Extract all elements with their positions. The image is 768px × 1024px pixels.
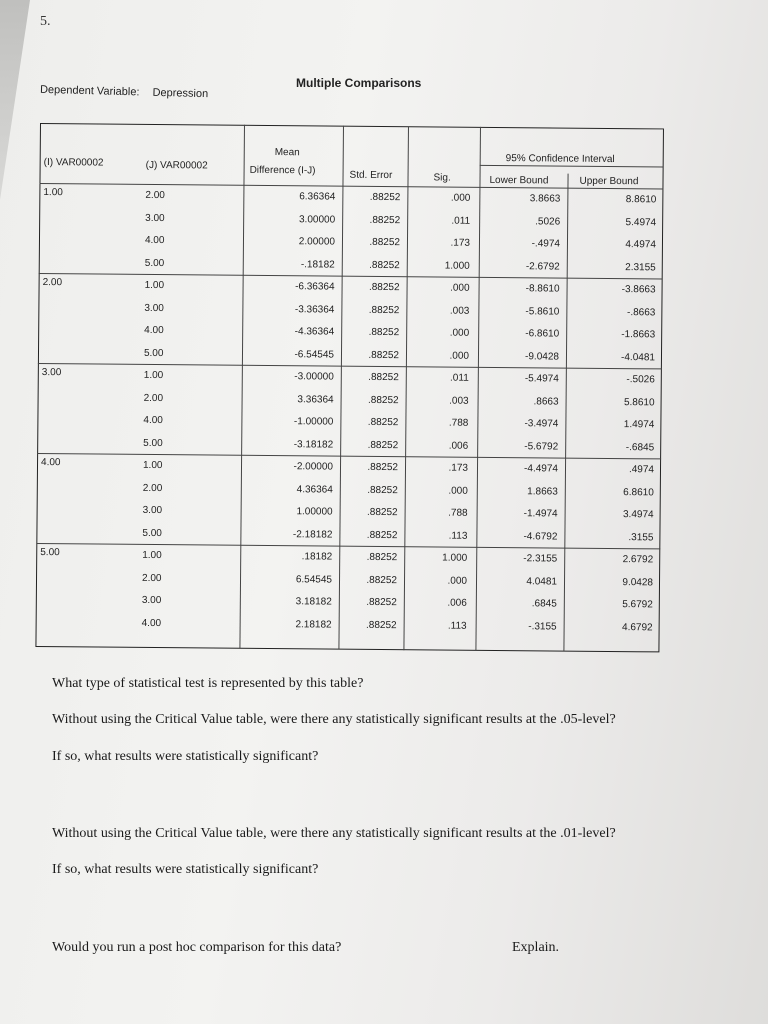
cell-upper: -4.0481: [621, 351, 656, 363]
question-significance-01: Without using the Critical Value table, were there any statistically significant results at the .01-level?: [52, 826, 616, 841]
cell-upper: 2.6792: [622, 554, 654, 566]
cell-se: .88252: [367, 484, 398, 496]
cell-sig: .000: [448, 485, 468, 497]
cell-j: 2.00: [143, 392, 164, 404]
cell-j: 5.00: [143, 437, 163, 449]
question-explain: Explain.: [512, 940, 560, 955]
cell-mean: 3.00000: [298, 213, 336, 226]
cell-mean: 1.00000: [296, 506, 333, 518]
header-upper: Upper Bound: [579, 175, 639, 188]
cell-j: 1.00: [142, 549, 162, 562]
cell-j: 2.00: [142, 482, 163, 494]
cell-se: .88252: [368, 326, 400, 339]
group-label: 2.00: [42, 277, 63, 289]
cell-upper: 5.4974: [625, 216, 657, 228]
page-corner-shadow: [0, 0, 30, 200]
multiple-comparisons-table: [35, 123, 664, 652]
question-test-type: What type of statistical test is represented by this table?: [52, 676, 364, 691]
cell-j: 3.00: [141, 594, 162, 607]
cell-lower: -3.4974: [524, 418, 559, 430]
cell-sig: .000: [449, 350, 470, 362]
cell-sig: .006: [447, 597, 467, 609]
cell-upper: 4.4974: [625, 239, 657, 251]
dependent-variable: [40, 84, 208, 100]
cell-se: .88252: [366, 529, 398, 541]
cell-mean: 6.36364: [299, 191, 336, 203]
cell-lower: -.4974: [531, 238, 561, 250]
cell-mean: -6.54545: [294, 348, 335, 361]
cell-se: .88252: [367, 439, 399, 451]
cell-sig: .000: [450, 192, 471, 204]
cell-j: 5.00: [142, 527, 162, 539]
cell-sig: .113: [447, 620, 467, 632]
dependent-variable-value: Depression: [152, 86, 209, 101]
cell-upper: 9.0428: [622, 576, 654, 588]
header-mean-top: Mean: [274, 147, 300, 159]
cell-sig: .788: [448, 417, 469, 429]
cell-lower: -4.6792: [523, 530, 558, 543]
cell-j: 1.00: [143, 369, 164, 382]
cell-se: .88252: [369, 214, 401, 226]
cell-mean: -1.00000: [293, 416, 334, 428]
cell-upper: -.6845: [625, 441, 655, 453]
cell-j: 4.00: [144, 234, 165, 247]
cell-upper: 5.8610: [623, 396, 655, 408]
cell-se: .88252: [366, 574, 398, 586]
cell-sig: .788: [448, 507, 468, 519]
cell-mean: -6.36364: [295, 281, 335, 293]
cell-upper: -.8663: [626, 306, 656, 318]
cell-sig: .003: [449, 395, 469, 407]
cell-mean: 4.36364: [296, 483, 333, 496]
cell-lower: -5.8610: [525, 305, 560, 318]
cell-mean: -4.36364: [294, 326, 335, 338]
cell-j: 4.00: [144, 324, 164, 337]
cell-lower: -9.0428: [525, 350, 560, 363]
cell-lower: -.3155: [528, 620, 557, 633]
cell-sig: .003: [449, 305, 470, 317]
header-lower: Lower Bound: [489, 174, 549, 187]
cell-upper: 4.6792: [621, 621, 653, 633]
header-j: (J) VAR00002: [145, 159, 208, 172]
cell-lower: .8663: [533, 395, 559, 408]
cell-se: .88252: [369, 191, 401, 204]
cell-sig: .006: [448, 440, 469, 452]
cell-upper: 3.4974: [622, 509, 654, 521]
cell-se: .88252: [367, 416, 399, 429]
cell-mean: -.18182: [300, 258, 335, 271]
question-which-05: If so, what results were statistically significant?: [52, 749, 319, 764]
cell-se: .88252: [366, 506, 398, 519]
cell-se: .88252: [367, 394, 399, 406]
cell-mean: -2.18182: [292, 528, 333, 541]
cell-mean: -3.36364: [294, 303, 335, 316]
cell-upper: 2.3155: [625, 261, 656, 273]
cell-j: 3.00: [144, 302, 164, 314]
cell-sig: .000: [450, 282, 470, 294]
cell-se: .88252: [368, 349, 400, 361]
cell-lower: -8.8610: [525, 283, 560, 295]
cell-upper: -1.8663: [621, 329, 656, 341]
cell-se: .88252: [365, 619, 397, 631]
cell-se: .88252: [368, 304, 400, 316]
cell-mean: .18182: [301, 551, 333, 563]
cell-sig: .173: [450, 237, 471, 249]
cell-upper: .3155: [628, 531, 654, 543]
cell-se: .88252: [366, 596, 397, 609]
cell-sig: .113: [448, 530, 468, 542]
cell-lower: 1.8663: [527, 485, 558, 498]
cell-sig: 1.000: [442, 552, 468, 564]
dependent-variable-label: Dependent Variable:: [39, 83, 140, 99]
cell-j: 2.00: [145, 189, 165, 202]
cell-mean: 2.00000: [298, 236, 336, 248]
cell-lower: 3.8663: [529, 193, 561, 205]
cell-lower: -4.4974: [524, 463, 559, 475]
cell-upper: 1.4974: [623, 419, 655, 431]
cell-mean: 2.18182: [295, 618, 332, 631]
cell-sig: .011: [451, 215, 471, 227]
cell-sig: .000: [447, 575, 468, 587]
cell-se: .88252: [368, 281, 400, 294]
cell-lower: -2.6792: [525, 260, 560, 273]
cell-lower: 4.0481: [526, 575, 558, 588]
cell-se: .88252: [368, 371, 399, 384]
cell-mean: -3.00000: [294, 371, 334, 383]
group-label: 3.00: [41, 367, 62, 379]
group-label: 1.00: [43, 187, 63, 199]
cell-se: .88252: [369, 259, 400, 271]
cell-j: 4.00: [141, 617, 162, 629]
cell-upper: 8.8610: [625, 194, 657, 206]
cell-j: 3.00: [142, 504, 163, 517]
header-std-error: Std. Error: [349, 169, 393, 182]
cell-j: 1.00: [144, 279, 165, 292]
group-label: 5.00: [40, 547, 60, 559]
header-sig: Sig.: [433, 172, 451, 184]
cell-j: 2.00: [141, 572, 162, 584]
cell-lower: .6845: [531, 598, 557, 610]
cell-sig: .011: [450, 372, 469, 384]
cell-j: 5.00: [144, 257, 165, 269]
cell-j: 3.00: [145, 212, 165, 224]
cell-se: .88252: [369, 236, 401, 249]
header-i: (I) VAR00002: [43, 157, 104, 169]
cell-lower: -1.4974: [523, 508, 558, 520]
cell-upper: -3.8663: [621, 284, 656, 296]
cell-se: .88252: [367, 461, 399, 474]
cell-j: 5.00: [143, 347, 164, 359]
cell-lower: -2.3155: [523, 553, 558, 565]
header-mean-bottom: Difference (I-J): [249, 164, 316, 177]
page-number: 5.: [40, 14, 51, 29]
group-label: 4.00: [40, 457, 61, 469]
cell-upper: 6.8610: [623, 486, 654, 498]
cell-lower: -6.8610: [525, 328, 560, 340]
cell-upper: -.5026: [626, 374, 655, 386]
table-title: Multiple Comparisons: [296, 76, 422, 90]
header-ci: 95% Confidence Interval: [505, 153, 615, 166]
table-frame: [35, 123, 664, 652]
cell-j: 4.00: [143, 414, 163, 427]
cell-lower: .5026: [535, 215, 561, 228]
cell-mean: 6.54545: [295, 573, 333, 586]
cell-upper: 5.6792: [622, 599, 653, 611]
cell-lower: -5.6792: [524, 440, 559, 453]
cell-mean: 3.18182: [295, 596, 332, 608]
cell-j: 1.00: [142, 459, 163, 472]
cell-upper: .4974: [628, 464, 655, 476]
cell-mean: -2.00000: [293, 461, 334, 473]
cell-mean: -3.18182: [293, 438, 334, 451]
cell-sig: .000: [449, 327, 470, 339]
question-significance-05: Without using the Critical Value table, were there any statistically significant results at the .05-level?: [52, 712, 616, 727]
question-post-hoc: [52, 940, 560, 956]
cell-lower: -5.4974: [524, 373, 559, 385]
cell-sig: .173: [448, 462, 469, 474]
cell-se: .88252: [366, 551, 398, 564]
cell-mean: 3.36364: [297, 393, 334, 406]
question-which-01: If so, what results were statistically significant?: [52, 862, 319, 877]
question-post-hoc-text: Would you run a post hoc comparison for this data?: [52, 940, 342, 955]
cell-sig: 1.000: [444, 260, 470, 272]
